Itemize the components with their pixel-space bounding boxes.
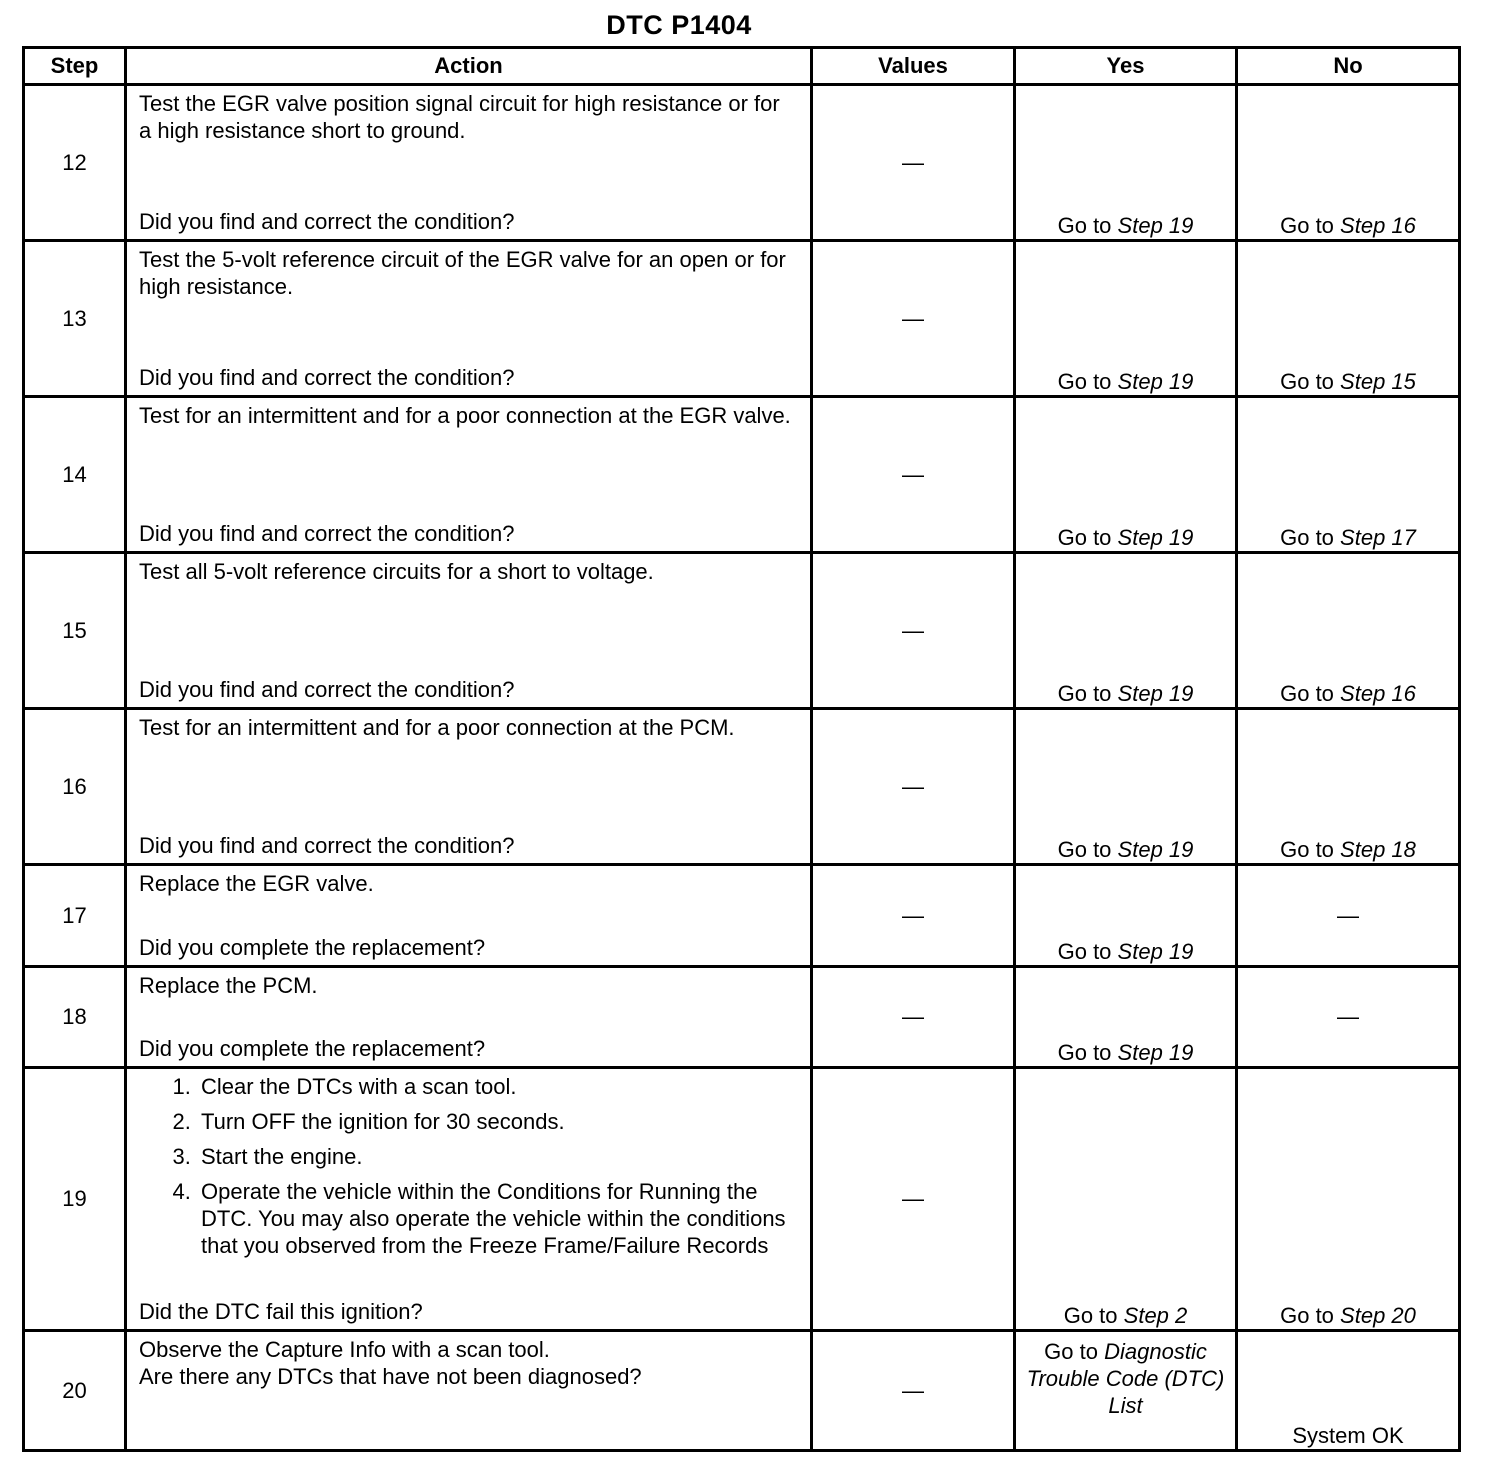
yes-link[interactable]: Go to Step 19 bbox=[1057, 525, 1194, 550]
no-cell bbox=[1237, 397, 1460, 553]
no-cell bbox=[1237, 241, 1460, 397]
list-item: 4. Operate the vehicle within the Conditions for Running the DTC. You may also operate the vehicle within the conditions that you observed from the Freeze Frame/Failure Records bbox=[197, 1178, 798, 1259]
table-row bbox=[24, 85, 1460, 241]
step-number: 19 bbox=[24, 1068, 126, 1331]
action-cell bbox=[126, 967, 812, 1068]
header-yes: Yes bbox=[1015, 48, 1237, 85]
yes-link[interactable]: Go to Step 19 bbox=[1057, 681, 1194, 706]
action-cell bbox=[126, 709, 812, 865]
no-cell bbox=[1237, 709, 1460, 865]
action-text: Test the EGR valve position signal circuit for high resistance or for a high resistance short to ground. bbox=[139, 91, 780, 143]
table-row bbox=[24, 397, 1460, 553]
action-text: Observe the Capture Info with a scan tool. bbox=[139, 1337, 550, 1362]
values-cell: — bbox=[812, 1331, 1015, 1451]
action-question: Did you find and correct the condition? bbox=[139, 365, 515, 390]
action-question: Did you find and correct the condition? bbox=[139, 677, 515, 702]
no-link[interactable]: Go to Step 15 bbox=[1280, 369, 1416, 394]
action-text: Test for an intermittent and for a poor connection at the EGR valve. bbox=[139, 403, 791, 428]
action-cell bbox=[126, 1068, 812, 1331]
step-number: 20 bbox=[24, 1331, 126, 1451]
yes-link[interactable]: Go to Step 19 bbox=[1057, 837, 1194, 862]
header-step: Step bbox=[24, 48, 126, 85]
diagnostic-table bbox=[22, 46, 1461, 1452]
values-cell: — bbox=[812, 967, 1015, 1068]
action-cell bbox=[126, 397, 812, 553]
no-link[interactable]: Go to Step 18 bbox=[1280, 837, 1416, 862]
yes-link[interactable]: Go to Step 19 bbox=[1057, 939, 1194, 964]
table-header-row bbox=[24, 48, 1460, 85]
header-values: Values bbox=[812, 48, 1015, 85]
action-question: Did you find and correct the condition? bbox=[139, 209, 515, 234]
yes-link[interactable]: Go to Step 19 bbox=[1057, 213, 1194, 238]
yes-cell bbox=[1015, 553, 1237, 709]
no-link[interactable]: Go to Step 20 bbox=[1280, 1303, 1416, 1328]
action-cell bbox=[126, 865, 812, 967]
yes-cell bbox=[1015, 865, 1237, 967]
step-number: 13 bbox=[24, 241, 126, 397]
action-cell bbox=[126, 85, 812, 241]
no-cell: — bbox=[1237, 865, 1460, 967]
no-link[interactable]: Go to Step 17 bbox=[1280, 525, 1416, 550]
action-question: Did you find and correct the condition? bbox=[139, 833, 515, 858]
values-cell: — bbox=[812, 85, 1015, 241]
header-action: Action bbox=[126, 48, 812, 85]
values-cell: — bbox=[812, 553, 1015, 709]
action-cell bbox=[126, 1331, 812, 1451]
action-text: Test all 5-volt reference circuits for a short to voltage. bbox=[139, 559, 654, 584]
action-cell bbox=[126, 241, 812, 397]
list-item: 3. Start the engine. bbox=[197, 1143, 798, 1170]
yes-link[interactable]: Go to Step 2 bbox=[1063, 1303, 1188, 1328]
yes-cell bbox=[1015, 967, 1237, 1068]
action-list bbox=[139, 1073, 798, 1267]
action-cell bbox=[126, 553, 812, 709]
yes-cell bbox=[1015, 397, 1237, 553]
step-number: 15 bbox=[24, 553, 126, 709]
step-number: 12 bbox=[24, 85, 126, 241]
list-item: 2. Turn OFF the ignition for 30 seconds. bbox=[197, 1108, 798, 1135]
step-number: 18 bbox=[24, 967, 126, 1068]
step-number: 16 bbox=[24, 709, 126, 865]
no-cell bbox=[1237, 553, 1460, 709]
page-title: DTC P1404 bbox=[606, 10, 752, 40]
action-text: Replace the PCM. bbox=[139, 973, 318, 998]
no-cell bbox=[1237, 1068, 1460, 1331]
table-row bbox=[24, 1331, 1460, 1451]
yes-link[interactable]: Go to Step 19 bbox=[1057, 1040, 1194, 1065]
yes-cell bbox=[1015, 241, 1237, 397]
action-question: Did you complete the replacement? bbox=[139, 935, 486, 960]
yes-cell bbox=[1015, 1331, 1237, 1451]
table-row bbox=[24, 865, 1460, 967]
table-row bbox=[24, 241, 1460, 397]
step-number: 14 bbox=[24, 397, 126, 553]
values-cell: — bbox=[812, 865, 1015, 967]
action-question: Are there any DTCs that have not been diagnosed? bbox=[139, 1364, 642, 1389]
yes-cell bbox=[1015, 1068, 1237, 1331]
no-cell: — bbox=[1237, 967, 1460, 1068]
yes-link[interactable]: Go to Diagnostic Trouble Code (DTC) List bbox=[1026, 1339, 1225, 1418]
no-cell bbox=[1237, 85, 1460, 241]
table-row bbox=[24, 1068, 1460, 1331]
action-question: Did you complete the replacement? bbox=[139, 1036, 486, 1061]
yes-cell bbox=[1015, 709, 1237, 865]
yes-link[interactable]: Go to Step 19 bbox=[1057, 369, 1194, 394]
list-item: 1. Clear the DTCs with a scan tool. bbox=[197, 1073, 798, 1100]
action-text: Replace the EGR valve. bbox=[139, 871, 374, 896]
no-link[interactable]: Go to Step 16 bbox=[1280, 681, 1416, 706]
values-cell: — bbox=[812, 1068, 1015, 1331]
no-cell: System OK bbox=[1237, 1331, 1460, 1451]
yes-cell bbox=[1015, 85, 1237, 241]
step-number: 17 bbox=[24, 865, 126, 967]
table-row bbox=[24, 553, 1460, 709]
values-cell: — bbox=[812, 709, 1015, 865]
header-no: No bbox=[1237, 48, 1460, 85]
action-text: Test the 5-volt reference circuit of the EGR valve for an open or for high resistance. bbox=[139, 247, 786, 299]
values-cell: — bbox=[812, 397, 1015, 553]
action-question: Did you find and correct the condition? bbox=[139, 521, 515, 546]
values-cell: — bbox=[812, 241, 1015, 397]
table-row bbox=[24, 967, 1460, 1068]
no-link[interactable]: Go to Step 16 bbox=[1280, 213, 1416, 238]
table-row bbox=[24, 709, 1460, 865]
action-question: Did the DTC fail this ignition? bbox=[139, 1299, 423, 1324]
action-text: Test for an intermittent and for a poor connection at the PCM. bbox=[139, 715, 735, 740]
